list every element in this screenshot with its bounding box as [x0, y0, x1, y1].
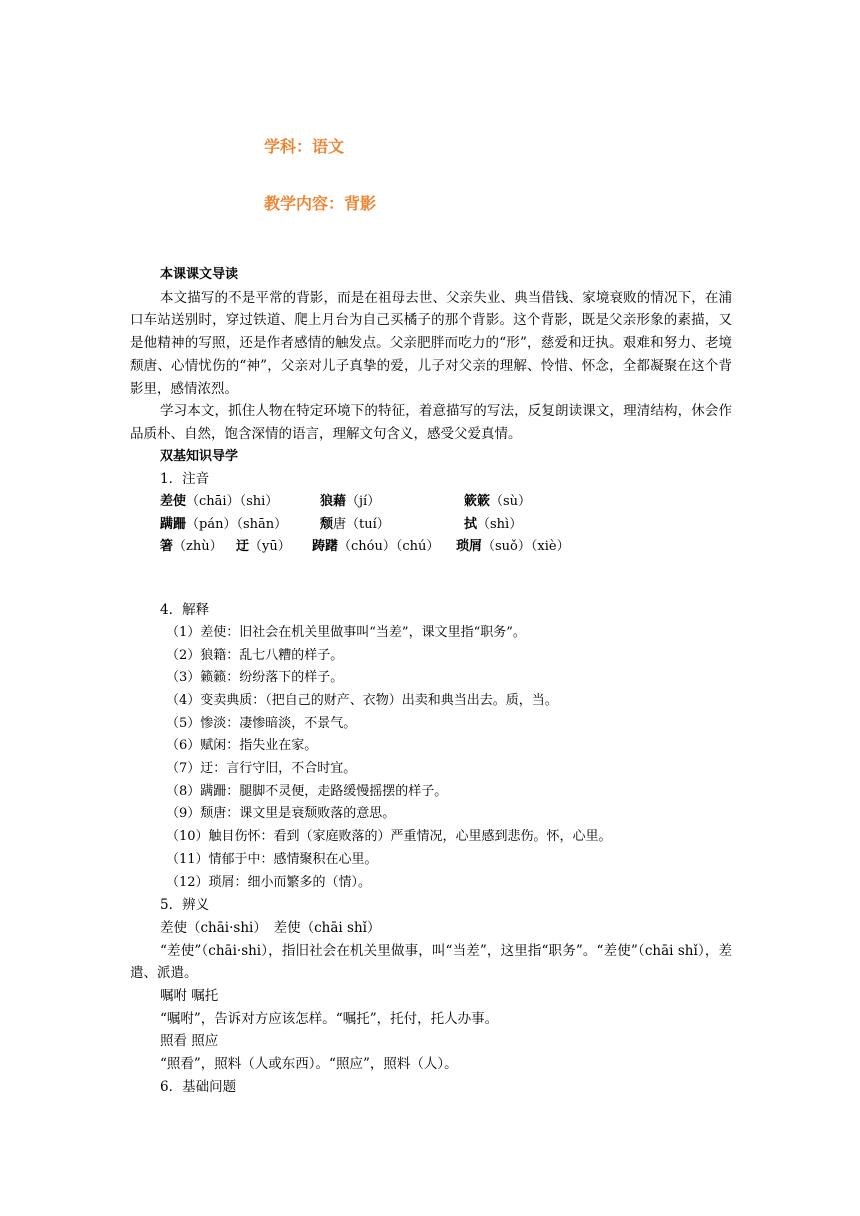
spacer — [130, 559, 732, 599]
definition-item: （12）琐屑：细小而繁多的（情）。 — [166, 874, 372, 890]
pinyin-reading: （sù） — [490, 494, 532, 510]
pinyin-item — [464, 491, 531, 514]
guide-paragraph-1: 本文描写的不是平常的背影，而是在祖母去世、父亲失业、典当借钱、家境衰败的情况下，在浦口车站送别时，穿过铁道、爬上月台为自己买橘子的那个背影。这个背影，既是父亲形象的素描，又是他精神的写照，还是作者感情的触发点。父亲肥胖而吃力的“形”，慈爱和迂执。艰难和努力、老境颓唐、心情忧伤的“神”，父亲对儿子真挚的爱，儿子对父亲的理解、怜惜、怀念，全都凝聚在这个背影里，感情浓烈。 — [130, 289, 732, 397]
pinyin-reading: （yū） — [249, 539, 291, 555]
definition-item: （8）蹒跚：腿脚不灵便，走路缓慢摇摆的样子。 — [166, 783, 448, 799]
pinyin-item — [456, 536, 570, 559]
pinyin-word: 蹒跚 — [160, 516, 187, 532]
pinyin-row — [130, 491, 732, 514]
word-pair-title: 照看 照应 — [160, 1033, 219, 1050]
questions-section-title: 6．基础问题 — [160, 1078, 237, 1095]
definition-item: （1）差使：旧社会在机关里做事叫“当差”，课文里指“职务”。 — [166, 624, 526, 640]
word-pair-explanation: “嘱咐”，告诉对方应该怎样。“嘱托”，托付，托人办事。 — [160, 1010, 499, 1027]
pinyin-item — [464, 514, 522, 537]
definition-item: （5）惨淡：凄惨暗淡，不景气。 — [166, 715, 357, 731]
content-value: 背影 — [344, 194, 377, 213]
definition-item: （2）狼籍：乱七八糟的样子。 — [166, 647, 344, 663]
word-pair-title: 嘱咐 嘱托 — [160, 988, 219, 1005]
explain-section-title: 4．解释 — [160, 602, 210, 619]
definition-item: （3）籁籁：纷纷落下的样子。 — [166, 670, 344, 686]
pinyin-reading: （chāi）（shi） — [186, 494, 279, 510]
pinyin-reading: （shì） — [477, 516, 523, 532]
pinyin-word: 簌簌 — [464, 494, 491, 510]
guide-paragraph-2: 学习本文，抓住人物在特定环境下的特征，着意描写的写法，反复朗读课文，理清结构，休会作品质朴、自然，饱含深情的语言，理解文句含义，感受父爱真情。 — [130, 403, 732, 442]
pinyin-reading: （pán）（shān） — [186, 516, 288, 532]
definition-item: （10）触目伤怀：看到（家庭败落的）严重情况，心里感到悲伤。怀，心里。 — [166, 829, 612, 845]
pinyin-word: 琐屑 — [456, 539, 483, 555]
subject-label: 学科： — [264, 137, 313, 156]
pinyin-row — [130, 536, 732, 559]
pinyin-word: 颓 — [320, 516, 334, 532]
basics-heading: 双基知识导学 — [160, 448, 239, 464]
pinyin-word: 差使 — [160, 494, 187, 510]
pinyin-item — [160, 514, 287, 537]
distinguish-section-title: 5．辨义 — [160, 897, 210, 914]
guide-heading: 本课课文导读 — [160, 267, 239, 282]
pinyin-row — [130, 514, 732, 537]
pinyin-item — [320, 514, 390, 537]
definition-item: （11）情郁于中：感情聚积在心里。 — [166, 851, 378, 867]
pinyin-word: 拭 — [464, 516, 478, 532]
word-pair-title: 差使（chāi·shi） 差使（chāi shǐ） — [160, 919, 381, 936]
content-label: 教学内容： — [264, 194, 345, 213]
subject-title — [264, 134, 344, 157]
definition-item: （4）变卖典质：（把自己的财产、衣物）出卖和典当出去。质，当。 — [166, 692, 558, 708]
pinyin-item — [236, 536, 291, 559]
pinyin-section-title: 1．注音 — [160, 471, 210, 488]
pinyin-reading: 唐（tuí） — [333, 516, 390, 532]
definition-item: （6）赋闲：指失业在家。 — [166, 738, 318, 754]
pinyin-word: 踌躇 — [312, 539, 339, 555]
definition-item: （7）迂：言行守旧，不合时宜。 — [166, 761, 357, 777]
pinyin-reading: （suǒ）（xiè） — [482, 539, 570, 555]
pinyin-item — [312, 536, 439, 559]
teaching-content-title — [264, 191, 376, 214]
pinyin-reading: （zhù） — [173, 539, 223, 555]
pinyin-item — [320, 491, 380, 514]
pinyin-reading: （jí） — [346, 494, 381, 510]
pinyin-item — [160, 536, 223, 559]
document-body — [130, 264, 732, 1099]
word-pair-explanation: “差使”（chāi·shi），指旧社会在机关里做事，叫“当差”，这里指“职务”。“差使”（chāi shǐ），差遣、派遣。 — [130, 942, 732, 982]
definition-item: （9）颓唐：课文里是衰颓败落的意思。 — [166, 806, 396, 822]
pinyin-word: 狼藉 — [320, 494, 347, 510]
pinyin-reading: （chóu）（chú） — [338, 539, 440, 555]
subject-value: 语文 — [312, 137, 345, 156]
pinyin-word: 迂 — [236, 539, 250, 555]
pinyin-word: 箸 — [160, 539, 174, 555]
pinyin-item — [160, 491, 278, 514]
word-pair-explanation: “照看”，照料（人或东西）。“照应”，照料（人）。 — [160, 1056, 458, 1073]
